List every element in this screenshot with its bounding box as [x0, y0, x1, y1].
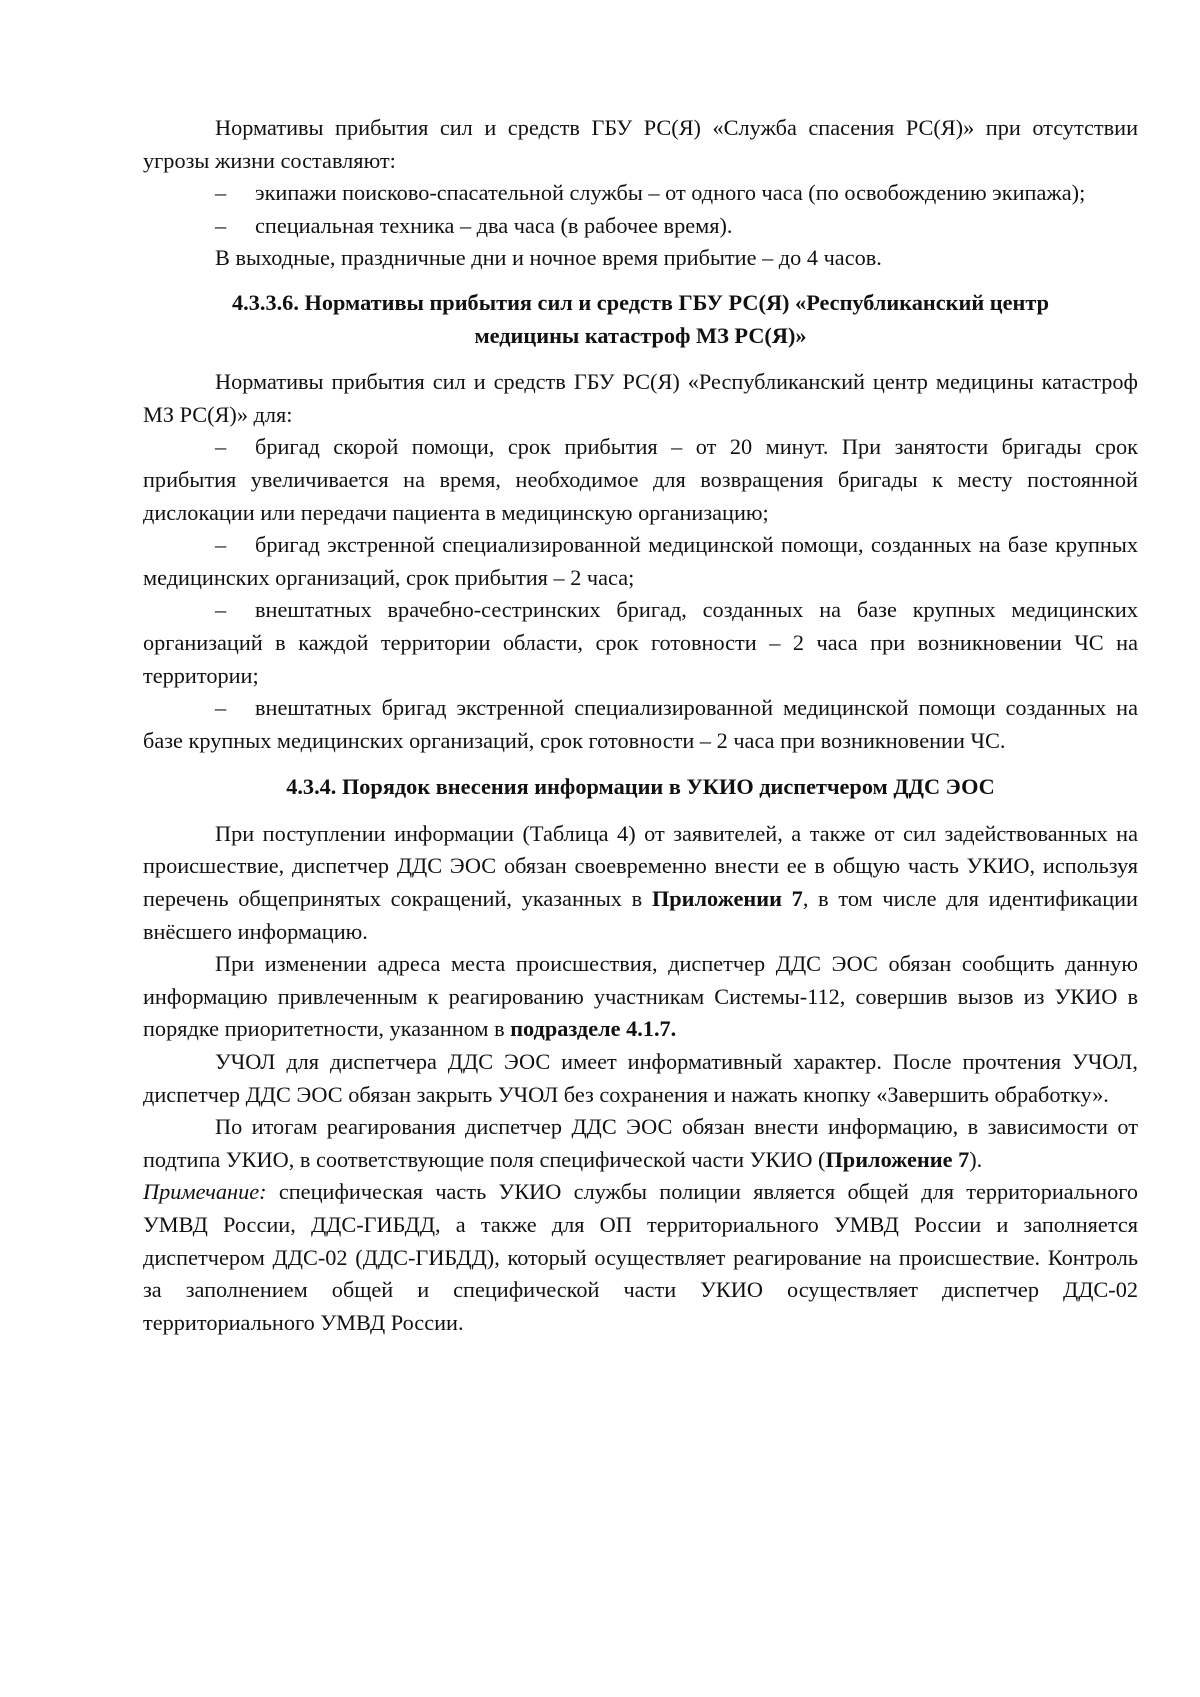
list-dash: – — [215, 532, 227, 558]
document-page — [143, 112, 1138, 1339]
paragraph-weekend-arrival: В выходные, праздничные дни и ночное время прибытие – до 4 часов. — [215, 245, 882, 271]
paragraph-uchol: УЧОЛ для диспетчера ДДС ЭОС имеет информативный характер. После прочтения УЧОЛ, диспетчер ДДС ЭОС обязан закрыть УЧОЛ без сохранения и нажать кнопку «Завершить обработку». — [143, 1049, 1138, 1107]
list-item-ambulance-teams — [143, 431, 1138, 529]
section-heading-4-3-3-6: 4.3.3.6. Нормативы прибытия сил и средств ГБУ РС(Я) «Республиканский центр медицины катастроф МЗ РС(Я)» — [232, 289, 1049, 348]
section-heading-4-3-4: 4.3.4. Порядок внесения информации в УКИО диспетчером ДДС ЭОС — [286, 774, 995, 800]
list-item-text: бригад экстренной специализированной медицинской помощи, созданных на базе крупных медицинских организаций, срок прибытия – 2 часа; — [143, 532, 1138, 590]
text-run: При поступлении информации (Таблица 4) от заявителей, а также от сил задействованных на происшествие, диспетчер ДДС ЭОС обязан своевременно внести ее в общую часть УКИО, используя перечень общепринятых сокращений, указанных в — [143, 820, 1138, 912]
appendix-reference: Приложении 7 — [651, 886, 803, 912]
appendix-reference: Приложение 7 — [825, 1146, 970, 1172]
list-item-rescue-crews — [143, 177, 1138, 210]
list-item-emergency-specialized-teams — [143, 529, 1138, 594]
list-dash: – — [215, 212, 227, 238]
list-item-text: специальная техника – два часа (в рабочее время). — [255, 212, 733, 238]
text-run: , в том числе для идентификации внёсшего информацию. — [143, 886, 1138, 944]
list-item-freelance-emergency-teams — [143, 692, 1138, 757]
paragraph-note — [143, 1176, 1138, 1339]
list-item-text: внештатных врачебно-сестринских бригад, созданных на базе крупных медицинских организаций в каждой территории области, срок готовности – 2 часа при возникновении ЧС на территории; — [143, 597, 1138, 688]
paragraph-medical-norms-intro: Нормативы прибытия сил и средств ГБУ РС(Я) «Республиканский центр медицины катастроф МЗ РС(Я)» для: — [143, 369, 1138, 427]
list-item-special-equipment — [143, 210, 1138, 243]
text-run: ). — [969, 1146, 983, 1172]
list-dash: – — [215, 695, 227, 721]
list-item-text: бригад скорой помощи, срок прибытия – от 20 минут. При занятости бригады срок прибытия увеличивается на время, необходимое для возвращения бригады к месту постоянной дислокации или передачи пациента в медицинскую организацию; — [143, 434, 1138, 525]
paragraph-information-entry — [143, 818, 1138, 948]
note-text: специфическая часть УКИО службы полиции является общей для территориального УМВД России, ДДС-ГИБДД, а также для ОП территориального УМВД России и заполняется диспетчером ДДС-02 (ДДС-ГИБДД), который осуществляет реагирование на происшествие. Контроль за заполнением общей и специфической части УКИО осуществляет диспетчер ДДС-02 территориального УМВД России. — [143, 1179, 1138, 1335]
list-item-text: экипажи поисково-спасательной службы – от одного часа (по освобождению экипажа); — [255, 180, 1086, 206]
list-dash: – — [215, 597, 227, 623]
list-item-text: внештатных бригад экстренной специализированной медицинской помощи созданных на базе крупных медицинских организаций, срок готовности – 2 часа при возникновении ЧС. — [143, 695, 1138, 753]
paragraph-address-change — [143, 948, 1138, 1046]
subsection-reference: подразделе 4.1.7. — [510, 1016, 677, 1042]
text-run: При изменении адреса места происшествия, диспетчер ДДС ЭОС обязан сообщить данную информацию привлеченным к реагированию участникам Системы-112, совершив вызов из УКИО в порядке приоритетности, указанном в — [143, 951, 1138, 1042]
list-dash: – — [215, 180, 227, 206]
paragraph-response-results — [143, 1111, 1138, 1176]
text-run: По итогам реагирования диспетчер ДДС ЭОС обязан внести информацию, в зависимости от подтипа УКИО, в соответствующие поля специфической части УКИО ( — [143, 1114, 1138, 1172]
note-label: Примечание: — [143, 1179, 267, 1205]
list-item-medical-nursing-teams — [143, 594, 1138, 692]
paragraph-rescue-norms-intro: Нормативы прибытия сил и средств ГБУ РС(Я) «Служба спасения РС(Я)» при отсутствии угрозы жизни составляют: — [143, 115, 1138, 173]
list-dash: – — [215, 434, 227, 460]
